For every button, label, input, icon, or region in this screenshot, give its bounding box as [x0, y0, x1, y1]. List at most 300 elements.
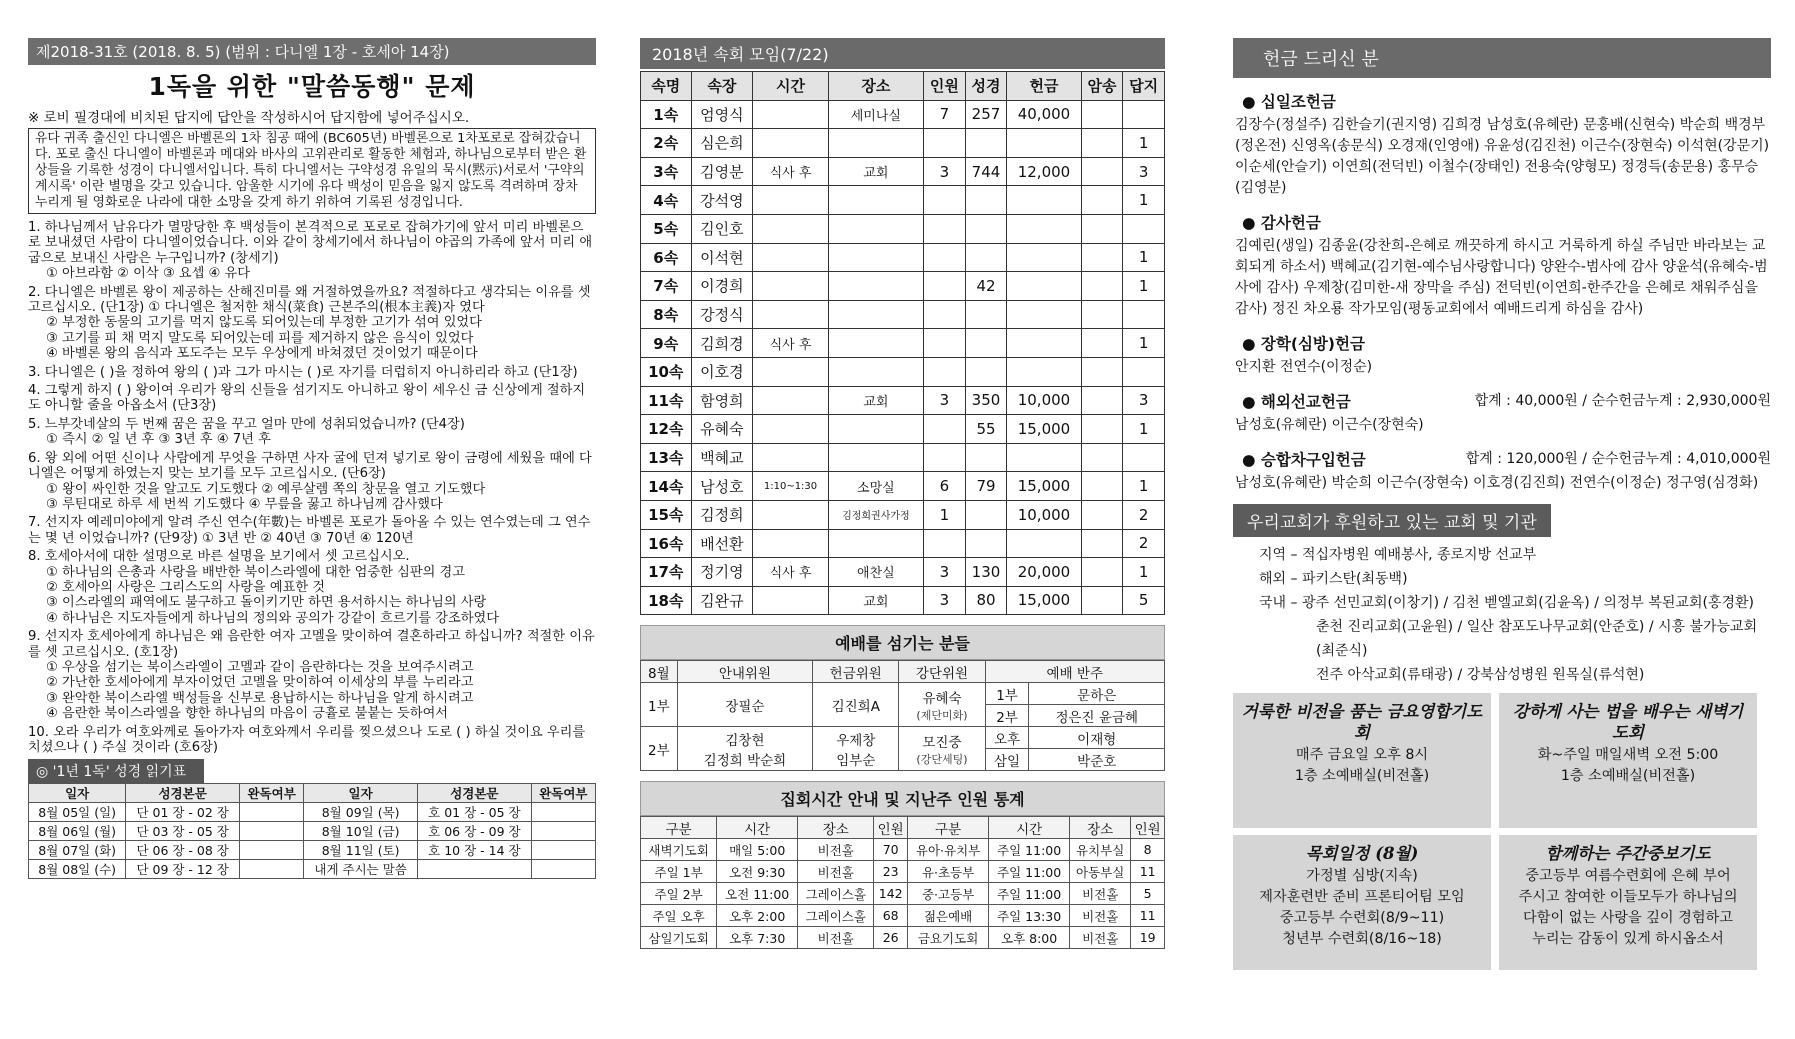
card-line: 주시고 참여한 이들모두가 하나님의: [1518, 889, 1738, 905]
attendance-cell: 식사 후: [753, 157, 828, 186]
attendance-cell: 257: [965, 100, 1007, 129]
question-option: ① 왕이 싸인한 것을 알고도 기도했다 ② 예루살렘 쪽의 창문을 열고 기도했다: [46, 481, 486, 497]
attendance-cell: 김정희권사가정: [828, 500, 923, 529]
question-option: ④ 바벨론 왕의 음식과 포도주는 모두 우상에게 바쳐졌던 것이었기 때문이다: [46, 346, 478, 362]
reading-cell: [418, 860, 532, 879]
attendance-cell: [1081, 129, 1123, 158]
stats-cell: 유·초등부: [908, 861, 989, 883]
intro-box: 유다 귀족 출신인 다니엘은 바벨론의 1차 침공 때에 (BC605년) 바벨론으로 1차포로로 잡혀갔습니다. 포로 출신 다니엘이 바벨론과 메대와 바사의 고위관리로 활동한 체험과, 하나님으로부터 받은 환상들을 기록한 성경이 다니엘서입니다. 특히 다니엘서는 구약성경 유일의 묵시(黙示)서로서 '구약의 계시록' 이란 별명을 갖고 있습니다. 암울한 시기에 유다 백성이 믿음을 잃지 않도록 격려하며 장차 누리게 될 영화로운 나라에 대한 소망을 갖게 하기 위하여 기록된 성경입니다.: [28, 128, 596, 214]
attendance-cell: [965, 529, 1007, 558]
offering-type: ● 십일조헌금: [1242, 93, 1336, 111]
attendance-cell: 백혜교: [691, 443, 753, 472]
attendance-row: [641, 300, 1165, 329]
attendance-cell: 15속: [641, 500, 692, 529]
card-title: 거룩한 비전을 품는 금요영합기도회: [1241, 702, 1483, 742]
attendance-header: 암송: [1081, 72, 1123, 101]
attendance-cell: [1081, 500, 1123, 529]
reading-cell: 8월 09일 (목): [304, 803, 418, 822]
attendance-cell: 40,000: [1007, 100, 1081, 129]
card-line: 화~주일 매일새벽 오전 5:00: [1537, 747, 1719, 763]
attendance-cell: [753, 272, 828, 301]
attendance-cell: [753, 415, 828, 444]
attendance-cell: [924, 186, 966, 215]
info-cards: [1233, 693, 1771, 970]
attendance-row: [641, 243, 1165, 272]
attendance-cell: [1081, 214, 1123, 243]
attendance-cell: [1007, 129, 1081, 158]
attendance-cell: 유혜숙: [691, 415, 753, 444]
stats-cell: 오후 2:00: [717, 905, 798, 927]
attendance-cell: 1: [1123, 472, 1165, 501]
attendance-row: [641, 415, 1165, 444]
attendance-cell: 김정희: [691, 500, 753, 529]
attendance-cell: [753, 186, 828, 215]
question-text: 5. 느부갓네살의 두 번째 꿈은 꿈을 꾸고 얼마 만에 성취되었습니까? (단4장): [28, 416, 465, 432]
question: [28, 549, 596, 626]
servers-accompany-header: 예배 반주: [985, 661, 1164, 683]
question-option: ④ 음란한 북이스라엘을 향한 하나님의 마음이 긍휼로 불붙는 듯하여서: [46, 706, 449, 722]
stats-cell: 오전 9:30: [717, 861, 798, 883]
attendance-row: [641, 558, 1165, 587]
reading-cell: 8월 11일 (토): [304, 841, 418, 860]
attendance-cell: [965, 329, 1007, 358]
question-text: 3. 다니엘은 ( )을 정하여 왕의 ( )과 그가 마시는 ( )로 자기를 더럽히지 아니하리라 하고 (단1장): [28, 364, 578, 380]
offering-title: 헌금 드리신 분: [1233, 38, 1771, 78]
attendance-row: [641, 329, 1165, 358]
attendance-cell: 1: [924, 500, 966, 529]
question-text: 2. 다니엘은 바벨론 왕이 제공하는 산해진미를 왜 거절하였을까요? 적절하다고 생각되는 이유를 셋 고르십시오. (단1장) ① 다니엘은 철저한 채식(菜食) 근본주의(根本主義)자 였다: [28, 284, 591, 316]
attendance-cell: [965, 500, 1007, 529]
stats-cell: 비전홀: [798, 839, 874, 861]
question-option: ② 가난한 호세아에게 부자이었던 고멜을 맞이하여 이세상의 부를 누리라고: [46, 675, 474, 691]
attendance-cell: [965, 243, 1007, 272]
stats-cell: 비전홀: [798, 927, 874, 949]
attendance-cell: 2: [1123, 500, 1165, 529]
attendance-cell: 13속: [641, 443, 692, 472]
stats-cell: 11: [1131, 905, 1165, 927]
question-option: ④ 하나님은 지도자들에게 하나님의 정의와 공의가 강같이 흐르기를 강조하였다: [46, 610, 500, 626]
stats-cell: 금요기도회: [908, 927, 989, 949]
attendance-cell: [1081, 300, 1123, 329]
attendance-cell: 이호경: [691, 357, 753, 386]
attendance-cell: 9속: [641, 329, 692, 358]
attendance-cell: [1007, 186, 1081, 215]
attendance-cell: 8속: [641, 300, 692, 329]
attendance-table: [640, 71, 1165, 615]
attendance-cell: [965, 214, 1007, 243]
attendance-cell: [828, 214, 923, 243]
usher-1: 장필순: [677, 683, 812, 727]
support-list: [1233, 543, 1771, 687]
offering-type: ● 해외선교헌금: [1242, 393, 1351, 411]
attendance-row: [641, 129, 1165, 158]
attendance-row: [641, 272, 1165, 301]
choir-slot: 오후: [985, 727, 1029, 749]
attendance-cell: 10,000: [1007, 386, 1081, 415]
offering-2b: 임부순: [836, 752, 876, 769]
attendance-cell: [828, 329, 923, 358]
question: [28, 417, 596, 448]
attendance-cell: [924, 443, 966, 472]
offering-type: ● 장학(심방)헌금: [1242, 335, 1365, 353]
attendance-cell: 3: [924, 558, 966, 587]
reading-cell: [240, 822, 304, 841]
attendance-cell: 정기영: [691, 558, 753, 587]
attendance-cell: [1007, 272, 1081, 301]
stats-cell: 오전 11:00: [717, 883, 798, 905]
stats-header: 구분: [908, 817, 989, 839]
card-line: 다함이 없는 사랑을 깊이 경험하고: [1523, 910, 1733, 926]
attendance-cell: [1123, 443, 1165, 472]
attendance-cell: [924, 415, 966, 444]
attendance-cell: 1: [1123, 329, 1165, 358]
altar-1-name: 유혜숙: [922, 690, 962, 707]
attendance-cell: 3속: [641, 157, 692, 186]
attendance-cell: [1081, 357, 1123, 386]
attendance-cell: 이석현: [691, 243, 753, 272]
attendance-column: [640, 38, 1165, 949]
stats-cell: 매일 5:00: [717, 839, 798, 861]
attendance-row: [641, 586, 1165, 615]
attendance-cell: 7속: [641, 272, 692, 301]
stats-row: [641, 927, 1165, 949]
question: [28, 365, 596, 380]
attendance-cell: 2속: [641, 129, 692, 158]
attendance-cell: 55: [965, 415, 1007, 444]
card-line: 제자훈련반 준비 프론티어팀 모임: [1259, 889, 1465, 905]
attendance-cell: 심은희: [691, 129, 753, 158]
attendance-cell: 10속: [641, 357, 692, 386]
reading-cell: 단 03 장 - 05 장: [126, 822, 240, 841]
question: [28, 220, 596, 282]
offering-names: 김예린(생일) 김종윤(강찬희-은혜로 깨끗하게 하시고 거룩하게 하실 주님만 바라보는 교회되게 하소서) 백혜교(김기현-예수님사랑합니다) 양완수-범사에 감사 양윤석(유혜숙-범사에 감사) 우제창(김미한-새 장막을 주심) 전덕빈(이연희-한주간을 은혜로 채워주심을 감사) 정진 차오룡 작가모임(평동교회에서 예배드리게 하심을 감사): [1235, 238, 1768, 317]
attendance-header: 인원: [924, 72, 966, 101]
offering-section-title: [1242, 390, 1771, 412]
stats-cell: 주일 1부: [641, 861, 717, 883]
attendance-row: [641, 157, 1165, 186]
stats-cell: 23: [874, 861, 908, 883]
stats-cell: 삼일기도회: [641, 927, 717, 949]
attendance-cell: 소망실: [828, 472, 923, 501]
question-text: 4. 그렇게 하지 ( ) 왕이여 우리가 왕의 신들을 섬기지도 아니하고 왕이 세우신 금 신상에게 절하지도 아니할 줄을 아옵소서 (단3장): [28, 383, 586, 414]
reading-cell: 8월 07일 (화): [29, 841, 126, 860]
attendance-cell: 17속: [641, 558, 692, 587]
question-text: 8. 호세아서에 대한 설명으로 바른 설명을 보기에서 셋 고르십시오.: [28, 549, 410, 565]
attendance-cell: 김영분: [691, 157, 753, 186]
attendance-cell: [1007, 529, 1081, 558]
question: [28, 725, 596, 756]
question-option: ② 호세아의 사랑은 그리스도의 사랑을 예표한 것: [46, 579, 326, 595]
stats-row: [641, 883, 1165, 905]
attendance-cell: [828, 129, 923, 158]
offering-2: [813, 727, 899, 771]
attendance-cell: 애찬실: [828, 558, 923, 587]
offering-1: 김진희A: [813, 683, 899, 727]
stats-header: 인원: [1131, 817, 1165, 839]
attendance-cell: 식사 후: [753, 329, 828, 358]
attendance-cell: 세미나실: [828, 100, 923, 129]
attendance-header: 장소: [828, 72, 923, 101]
attendance-cell: [965, 129, 1007, 158]
attendance-cell: 김희경: [691, 329, 753, 358]
attendance-cell: 엄영식: [691, 100, 753, 129]
reading-cell: 8월 08일 (수): [29, 860, 126, 879]
attendance-cell: [924, 357, 966, 386]
question: [28, 451, 596, 513]
reading-cell: 호 01 장 - 05 장: [418, 803, 532, 822]
attendance-cell: [1081, 529, 1123, 558]
usher-2: [677, 727, 812, 771]
attendance-cell: [1007, 243, 1081, 272]
support-domestic-3: 전주 아삭교회(류태광) / 강북삼성병원 원목실(류석현): [1316, 667, 1645, 683]
question-text: 1. 하나님께서 남유다가 멸망당한 후 백성들이 본격적으로 포로로 잡혀가기에 앞서 미리 바벨론으로 보내셨던 사람이 다니엘이었습니다. 이와 같이 창세기에서 하나님이 야곱의 가족에 앞서 미리 애굽으로 보내신 사람은 누구입니까? (창세기): [28, 220, 593, 266]
attendance-cell: [753, 300, 828, 329]
card-line: 가정별 심방(지속): [1306, 868, 1418, 884]
card-line: 누리는 감동이 있게 하시옵소서: [1532, 931, 1724, 947]
stats-cell: 주일 2부: [641, 883, 717, 905]
attendance-cell: [1081, 329, 1123, 358]
attendance-cell: 함영희: [691, 386, 753, 415]
question-option: ① 하나님의 은총과 사랑을 배반한 북이스라엘에 대한 엄중한 심판의 경고: [46, 564, 465, 580]
stats-cell: 아동부실: [1070, 861, 1131, 883]
attendance-cell: 350: [965, 386, 1007, 415]
question-option: ① 우상을 섬기는 북이스라엘이 고멜과 같이 음란하다는 것을 보여주시려고: [46, 659, 474, 675]
info-card: [1233, 835, 1491, 970]
service-2: 2부: [641, 727, 678, 771]
question-text: 6. 왕 외에 어떤 신이나 사람에게 무엇을 구하면 사자 굴에 던져 넣기로 왕이 금령에 세웠을 때에 다니엘은 어떻게 하였는지 맞는 보기를 모두 고르십시오. (단6장): [28, 450, 592, 482]
attendance-cell: [1123, 214, 1165, 243]
attendance-cell: [1081, 100, 1123, 129]
attendance-cell: 14속: [641, 472, 692, 501]
question-option: ③ 이스라엘의 패역에도 불구하고 돌이키기만 하면 용서하시는 하나님의 사랑: [46, 595, 487, 611]
question-option: ① 아브라함 ② 이삭 ③ 요셉 ④ 유다: [46, 266, 251, 282]
attendance-cell: 식사 후: [753, 558, 828, 587]
attendance-cell: 15,000: [1007, 586, 1081, 615]
attendance-cell: 10,000: [1007, 500, 1081, 529]
stats-cell: 비전홀: [1070, 883, 1131, 905]
stats-cell: 그레이스홀: [798, 883, 874, 905]
offering-total: 합계 : 40,000원 / 순수헌금누계 : 2,930,000원: [1474, 393, 1771, 409]
attendance-cell: [1007, 443, 1081, 472]
attendance-cell: [828, 443, 923, 472]
card-title: 목회일정 (8월): [1305, 844, 1419, 863]
reading-header: 완독여부: [531, 784, 595, 803]
attendance-cell: [965, 186, 1007, 215]
attendance-row: [641, 529, 1165, 558]
attendance-cell: [753, 243, 828, 272]
attendance-row: [641, 100, 1165, 129]
altar-2-name: 모진중: [922, 734, 962, 751]
attendance-cell: 교회: [828, 586, 923, 615]
attendance-cell: [1123, 100, 1165, 129]
info-card: [1233, 693, 1491, 828]
offering-type: ● 감사헌금: [1242, 214, 1321, 232]
attendance-cell: [1007, 214, 1081, 243]
reading-row: [29, 803, 596, 822]
info-card: [1499, 693, 1757, 828]
support-title: 우리교회가 후원하고 있는 교회 및 기관: [1233, 504, 1551, 537]
stats-row: [641, 861, 1165, 883]
attendance-cell: 5속: [641, 214, 692, 243]
attendance-cell: [924, 529, 966, 558]
card-title: 함께하는 주간중보기도: [1545, 844, 1711, 863]
attendance-cell: 130: [965, 558, 1007, 587]
attendance-cell: 1: [1123, 129, 1165, 158]
attendance-cell: [828, 357, 923, 386]
altar-1: [899, 683, 985, 727]
stats-header: 시간: [717, 817, 798, 839]
attendance-cell: 12,000: [1007, 157, 1081, 186]
choir-slot: 삼일: [985, 749, 1029, 771]
choir-slot: 2부: [985, 705, 1029, 727]
answer-note: ※ 로비 필경대에 비치된 답지에 답안을 작성하시어 답지함에 넣어주십시오.: [28, 110, 470, 126]
reading-cell: 호 10 장 - 14 장: [418, 841, 532, 860]
altar-2-role: (강단세팅): [916, 752, 968, 766]
offering-names: 안지환 전연수(이정순): [1235, 359, 1373, 375]
reading-cell: 내게 주시는 말씀: [304, 860, 418, 879]
stats-cell: 26: [874, 927, 908, 949]
support-domestic-2: 춘천 진리교회(고윤원) / 일산 참포도나무교회(안준호) / 시흥 불가능교회(최준식): [1316, 619, 1758, 659]
issue-header: 제2018-31호 (2018. 8. 5) (범위 : 다니엘 1장 - 호세아 14장): [28, 38, 596, 65]
question-option: ② 부정한 동물의 고기를 먹지 않도록 되어있는데 부정한 고기가 섞여 있었다: [46, 315, 482, 331]
quiz-column: [28, 38, 596, 879]
attendance-cell: [1123, 357, 1165, 386]
attendance-header: 시간: [753, 72, 828, 101]
question-text: 9. 선지자 호세아에게 하나님은 왜 음란한 여자 고멜을 맞이하여 결혼하라고 하십니까? 적절한 이유를 셋 고르십시오. (호1장): [28, 629, 595, 660]
attendance-cell: [753, 386, 828, 415]
attendance-cell: 1: [1123, 415, 1165, 444]
attendance-cell: [1081, 558, 1123, 587]
servers-month: 8월: [641, 661, 678, 683]
attendance-cell: 15,000: [1007, 415, 1081, 444]
attendance-cell: [828, 243, 923, 272]
stats-cell: 그레이스홀: [798, 905, 874, 927]
attendance-cell: 2: [1123, 529, 1165, 558]
altar-1-role: (제단미화): [916, 708, 968, 722]
usher-2a: 김창현: [725, 732, 765, 749]
attendance-cell: 11속: [641, 386, 692, 415]
choir-name: 정은진 윤금혜: [1029, 705, 1165, 727]
question-option: ① 즉시 ② 일 년 후 ③ 3년 후 ④ 7년 후: [46, 432, 271, 448]
choir-name: 문하은: [1029, 683, 1165, 705]
choir-name: 이재형: [1029, 727, 1165, 749]
stats-table: [640, 816, 1165, 949]
stats-cell: 비전홀: [1070, 905, 1131, 927]
attendance-cell: [1081, 443, 1123, 472]
servers-title: 예배를 섬기는 분들: [640, 625, 1165, 660]
card-title: 강하게 사는 법을 배우는 새벽기도회: [1512, 702, 1744, 742]
attendance-cell: 4속: [641, 186, 692, 215]
attendance-cell: [828, 529, 923, 558]
servers-table: [640, 660, 1165, 771]
stats-cell: 비전홀: [798, 861, 874, 883]
reading-cell: [240, 841, 304, 860]
stats-cell: 5: [1131, 883, 1165, 905]
offering-section-title: [1242, 448, 1771, 470]
attendance-row: [641, 214, 1165, 243]
card-line: 중고등부 여름수련회에 은혜 부어: [1525, 868, 1731, 884]
stats-header: 인원: [874, 817, 908, 839]
question: [28, 515, 596, 546]
offering-total: 합계 : 120,000원 / 순수헌금누계 : 4,010,000원: [1465, 451, 1771, 467]
attendance-cell: 3: [1123, 386, 1165, 415]
attendance-cell: 1: [1123, 243, 1165, 272]
offering-section-title: [1242, 211, 1771, 233]
reading-header: 일자: [29, 784, 126, 803]
question-text: 7. 선지자 예레미야에게 알려 주신 연수(年數)는 바벨론 포로가 돌아올 수 있는 연수였는데 그 연수는 몇 년 이었습니까? (단9장) ① 3년 반 ② 40년 ③ 70년 ④ 120년: [28, 515, 591, 546]
attendance-cell: [753, 529, 828, 558]
stats-cell: 8: [1131, 839, 1165, 861]
attendance-cell: 42: [965, 272, 1007, 301]
reading-header: 성경본문: [126, 784, 240, 803]
question-option: ③ 완악한 북이스라엘 백성들을 신부로 용납하시는 하나님을 알게 하시려고: [46, 690, 474, 706]
stats-header: 구분: [641, 817, 717, 839]
stats-cell: 142: [874, 883, 908, 905]
attendance-header: 속장: [691, 72, 753, 101]
attendance-cell: [828, 186, 923, 215]
stats-row: [641, 839, 1165, 861]
stats-cell: 주일 11:00: [989, 839, 1070, 861]
attendance-cell: 교회: [828, 157, 923, 186]
reading-cell: [531, 841, 595, 860]
stats-cell: 새벽기도회: [641, 839, 717, 861]
card-line: 청년부 수련회(8/16~18): [1282, 931, 1442, 947]
choir-slot: 1부: [985, 683, 1029, 705]
attendance-cell: 김완규: [691, 586, 753, 615]
attendance-cell: [965, 300, 1007, 329]
attendance-cell: 5: [1123, 586, 1165, 615]
question-text: 10. 오라 우리가 여호와께로 돌아가자 여호와께서 우리를 찢으셨으나 도로 ( ) 하실 것이요 우리를 치셨으나 ( ) 주실 것이라 (호6장): [28, 724, 586, 755]
stats-cell: 비전홀: [1070, 927, 1131, 949]
attendance-cell: 이경희: [691, 272, 753, 301]
stats-cell: 유아·유치부: [908, 839, 989, 861]
attendance-cell: [924, 272, 966, 301]
offering-section-title: [1242, 90, 1771, 112]
attendance-cell: [924, 329, 966, 358]
reading-cell: [531, 860, 595, 879]
attendance-cell: 7: [924, 100, 966, 129]
attendance-cell: [753, 443, 828, 472]
offering-names: 남성호(유혜란) 박순희 이근수(장현숙) 이호경(김진희) 전연수(이정순) 정구영(심경화): [1235, 475, 1759, 491]
card-line: 1층 소예배실(비전홀): [1560, 768, 1696, 784]
offering-type: ● 승합차구입헌금: [1242, 451, 1366, 469]
reading-row: [29, 822, 596, 841]
attendance-cell: [828, 272, 923, 301]
stats-cell: 19: [1131, 927, 1165, 949]
info-card: [1499, 835, 1757, 970]
attendance-cell: 1: [1123, 558, 1165, 587]
attendance-cell: 김인호: [691, 214, 753, 243]
reading-cell: 호 06 장 - 09 장: [418, 822, 532, 841]
attendance-cell: 744: [965, 157, 1007, 186]
stats-cell: 11: [1131, 861, 1165, 883]
attendance-cell: [1081, 586, 1123, 615]
reading-header: 성경본문: [418, 784, 532, 803]
question: [28, 629, 596, 721]
attendance-cell: 15,000: [1007, 472, 1081, 501]
attendance-row: [641, 357, 1165, 386]
stats-cell: 유치부실: [1070, 839, 1131, 861]
attendance-cell: [1081, 157, 1123, 186]
attendance-cell: 16속: [641, 529, 692, 558]
attendance-cell: 1속: [641, 100, 692, 129]
attendance-cell: [1081, 386, 1123, 415]
reading-cell: 단 01 장 - 02 장: [126, 803, 240, 822]
attendance-cell: 3: [924, 157, 966, 186]
reading-cell: 8월 10일 (금): [304, 822, 418, 841]
choir-name: 박준호: [1029, 749, 1165, 771]
offering-names: 남성호(유혜란) 이근수(장현숙): [1235, 417, 1424, 433]
